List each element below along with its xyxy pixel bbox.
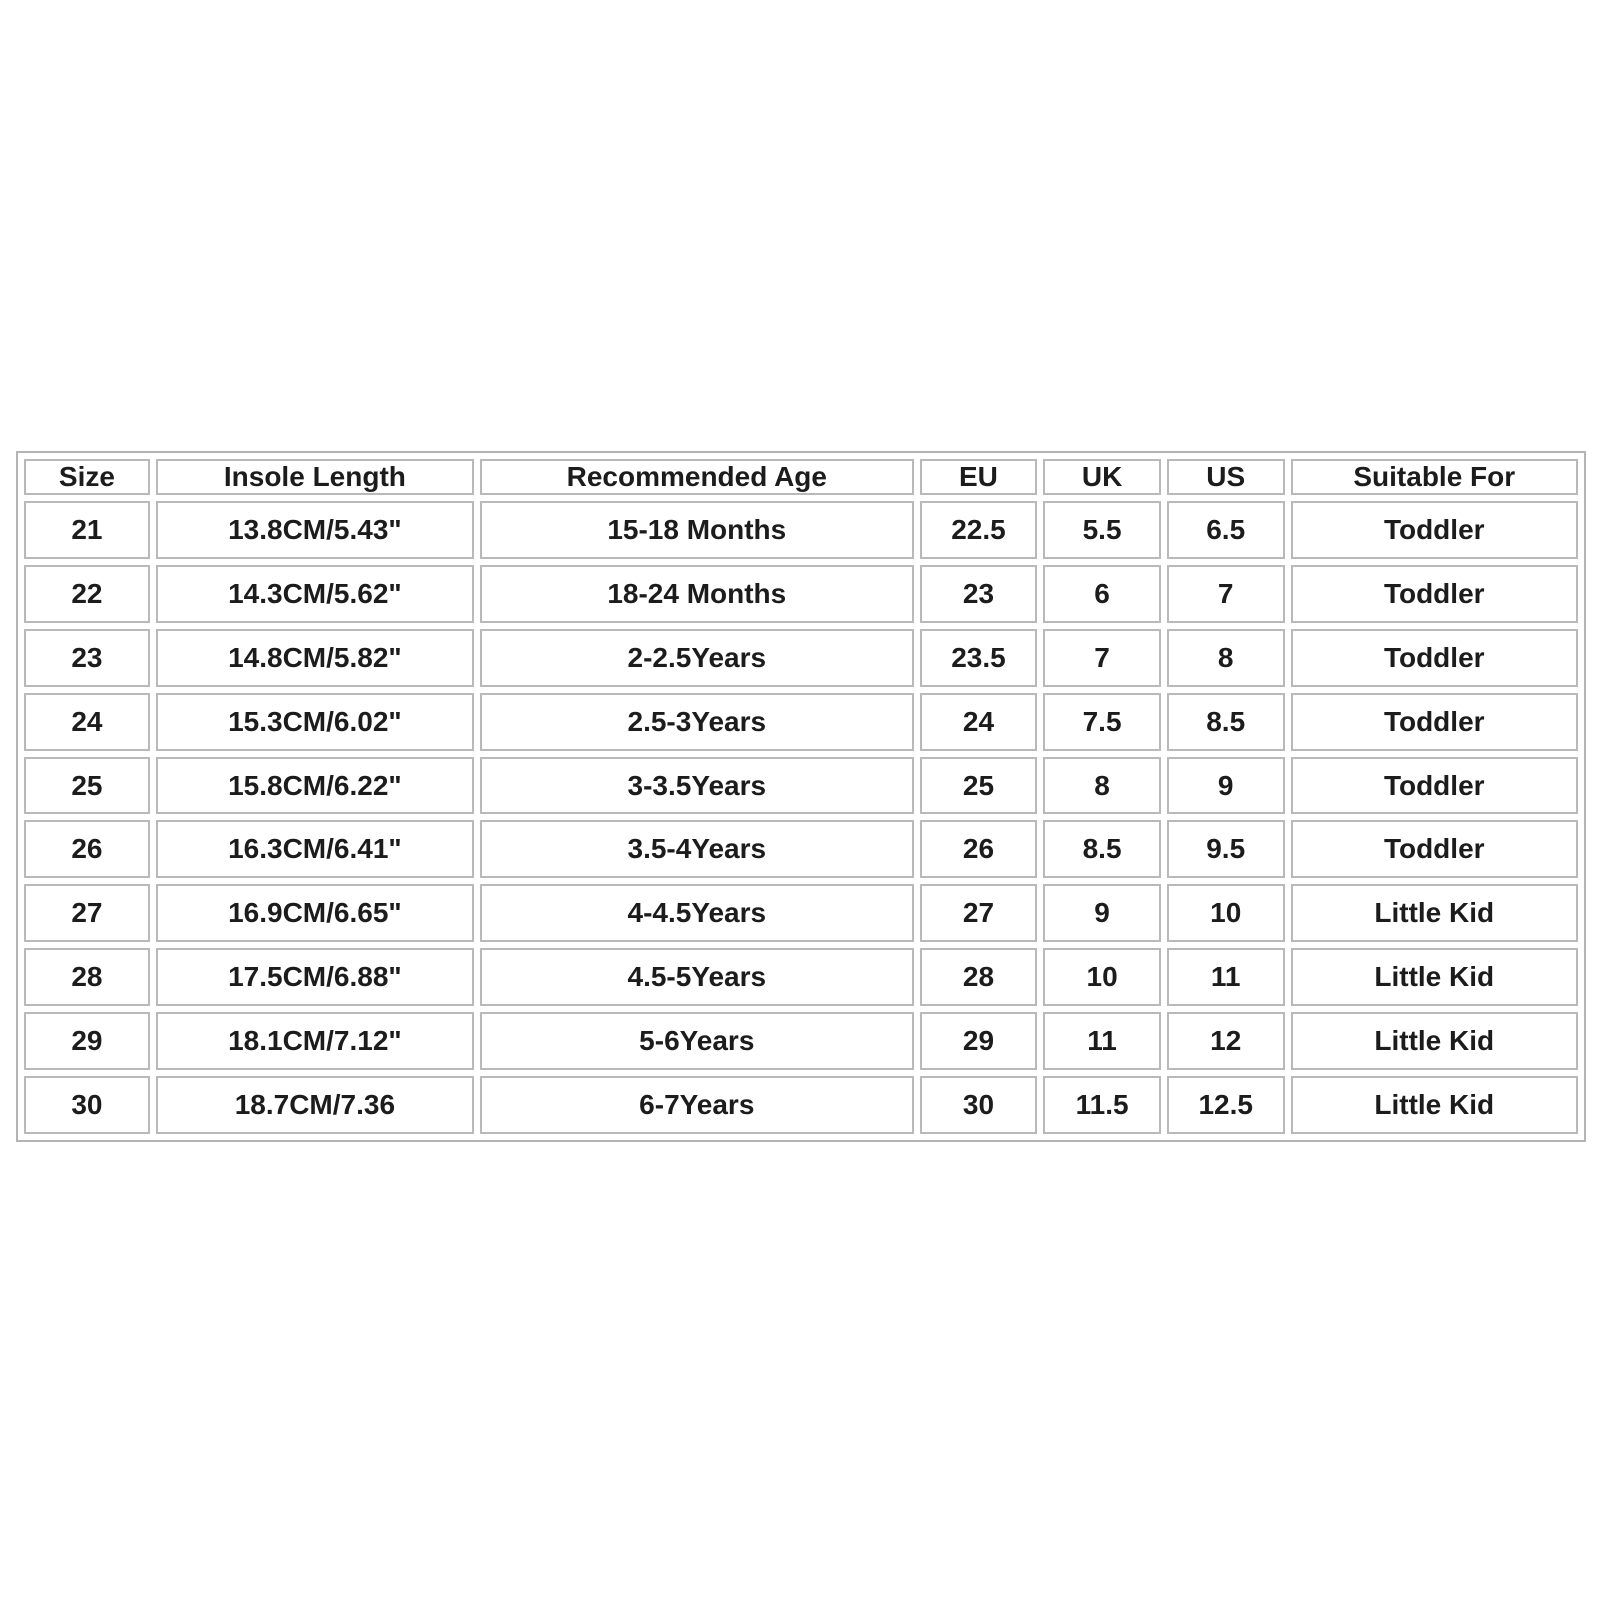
cell-us: 9.5: [1167, 820, 1285, 878]
cell-size: 29: [24, 1012, 150, 1070]
header-us: US: [1167, 459, 1285, 495]
cell-insole-length: 14.3CM/5.62": [156, 565, 474, 623]
cell-size: 24: [24, 693, 150, 751]
cell-suitable-for: Toddler: [1291, 693, 1578, 751]
cell-eu: 23.5: [920, 629, 1038, 687]
cell-recommended-age: 4.5-5Years: [480, 948, 914, 1006]
cell-insole-length: 18.7CM/7.36: [156, 1076, 474, 1134]
cell-insole-length: 15.3CM/6.02": [156, 693, 474, 751]
cell-size: 25: [24, 757, 150, 815]
cell-uk: 7.5: [1043, 693, 1161, 751]
cell-us: 8.5: [1167, 693, 1285, 751]
cell-eu: 25: [920, 757, 1038, 815]
cell-insole-length: 13.8CM/5.43": [156, 501, 474, 559]
cell-eu: 29: [920, 1012, 1038, 1070]
cell-size: 23: [24, 629, 150, 687]
cell-suitable-for: Toddler: [1291, 565, 1578, 623]
cell-eu: 26: [920, 820, 1038, 878]
cell-eu: 23: [920, 565, 1038, 623]
header-uk: UK: [1043, 459, 1161, 495]
cell-recommended-age: 5-6Years: [480, 1012, 914, 1070]
cell-suitable-for: Toddler: [1291, 501, 1578, 559]
cell-suitable-for: Little Kid: [1291, 1076, 1578, 1134]
size-chart: [16, 451, 1586, 1142]
cell-suitable-for: Little Kid: [1291, 948, 1578, 1006]
header-recommended-age: Recommended Age: [480, 459, 914, 495]
table-row: [24, 948, 1578, 1006]
cell-uk: 9: [1043, 884, 1161, 942]
cell-insole-length: 18.1CM/7.12": [156, 1012, 474, 1070]
cell-us: 7: [1167, 565, 1285, 623]
cell-eu: 27: [920, 884, 1038, 942]
cell-recommended-age: 3.5-4Years: [480, 820, 914, 878]
cell-insole-length: 16.9CM/6.65": [156, 884, 474, 942]
cell-recommended-age: 3-3.5Years: [480, 757, 914, 815]
cell-suitable-for: Little Kid: [1291, 884, 1578, 942]
table-row: [24, 1076, 1578, 1134]
cell-eu: 24: [920, 693, 1038, 751]
cell-recommended-age: 2-2.5Years: [480, 629, 914, 687]
size-table: [18, 453, 1584, 1140]
cell-uk: 11: [1043, 1012, 1161, 1070]
cell-us: 10: [1167, 884, 1285, 942]
cell-uk: 6: [1043, 565, 1161, 623]
cell-size: 22: [24, 565, 150, 623]
table-row: [24, 757, 1578, 815]
cell-us: 12: [1167, 1012, 1285, 1070]
cell-uk: 5.5: [1043, 501, 1161, 559]
cell-uk: 11.5: [1043, 1076, 1161, 1134]
cell-uk: 7: [1043, 629, 1161, 687]
table-row: [24, 693, 1578, 751]
header-eu: EU: [920, 459, 1038, 495]
cell-recommended-age: 15-18 Months: [480, 501, 914, 559]
cell-size: 28: [24, 948, 150, 1006]
header-insole-length: Insole Length: [156, 459, 474, 495]
header-size: Size: [24, 459, 150, 495]
cell-recommended-age: 6-7Years: [480, 1076, 914, 1134]
table-row: [24, 629, 1578, 687]
cell-recommended-age: 4-4.5Years: [480, 884, 914, 942]
table-row: [24, 565, 1578, 623]
cell-recommended-age: 18-24 Months: [480, 565, 914, 623]
cell-uk: 8.5: [1043, 820, 1161, 878]
table-row: [24, 820, 1578, 878]
cell-eu: 22.5: [920, 501, 1038, 559]
cell-suitable-for: Toddler: [1291, 629, 1578, 687]
cell-size: 27: [24, 884, 150, 942]
cell-size: 30: [24, 1076, 150, 1134]
cell-suitable-for: Toddler: [1291, 820, 1578, 878]
cell-us: 12.5: [1167, 1076, 1285, 1134]
header-suitable-for: Suitable For: [1291, 459, 1578, 495]
cell-insole-length: 16.3CM/6.41": [156, 820, 474, 878]
cell-us: 11: [1167, 948, 1285, 1006]
cell-uk: 8: [1043, 757, 1161, 815]
cell-insole-length: 17.5CM/6.88": [156, 948, 474, 1006]
table-header-row: [24, 459, 1578, 495]
cell-recommended-age: 2.5-3Years: [480, 693, 914, 751]
table-row: [24, 884, 1578, 942]
cell-size: 21: [24, 501, 150, 559]
cell-uk: 10: [1043, 948, 1161, 1006]
cell-eu: 28: [920, 948, 1038, 1006]
cell-insole-length: 14.8CM/5.82": [156, 629, 474, 687]
cell-insole-length: 15.8CM/6.22": [156, 757, 474, 815]
cell-suitable-for: Little Kid: [1291, 1012, 1578, 1070]
cell-suitable-for: Toddler: [1291, 757, 1578, 815]
table-row: [24, 501, 1578, 559]
cell-size: 26: [24, 820, 150, 878]
table-row: [24, 1012, 1578, 1070]
cell-us: 8: [1167, 629, 1285, 687]
cell-us: 6.5: [1167, 501, 1285, 559]
cell-eu: 30: [920, 1076, 1038, 1134]
cell-us: 9: [1167, 757, 1285, 815]
